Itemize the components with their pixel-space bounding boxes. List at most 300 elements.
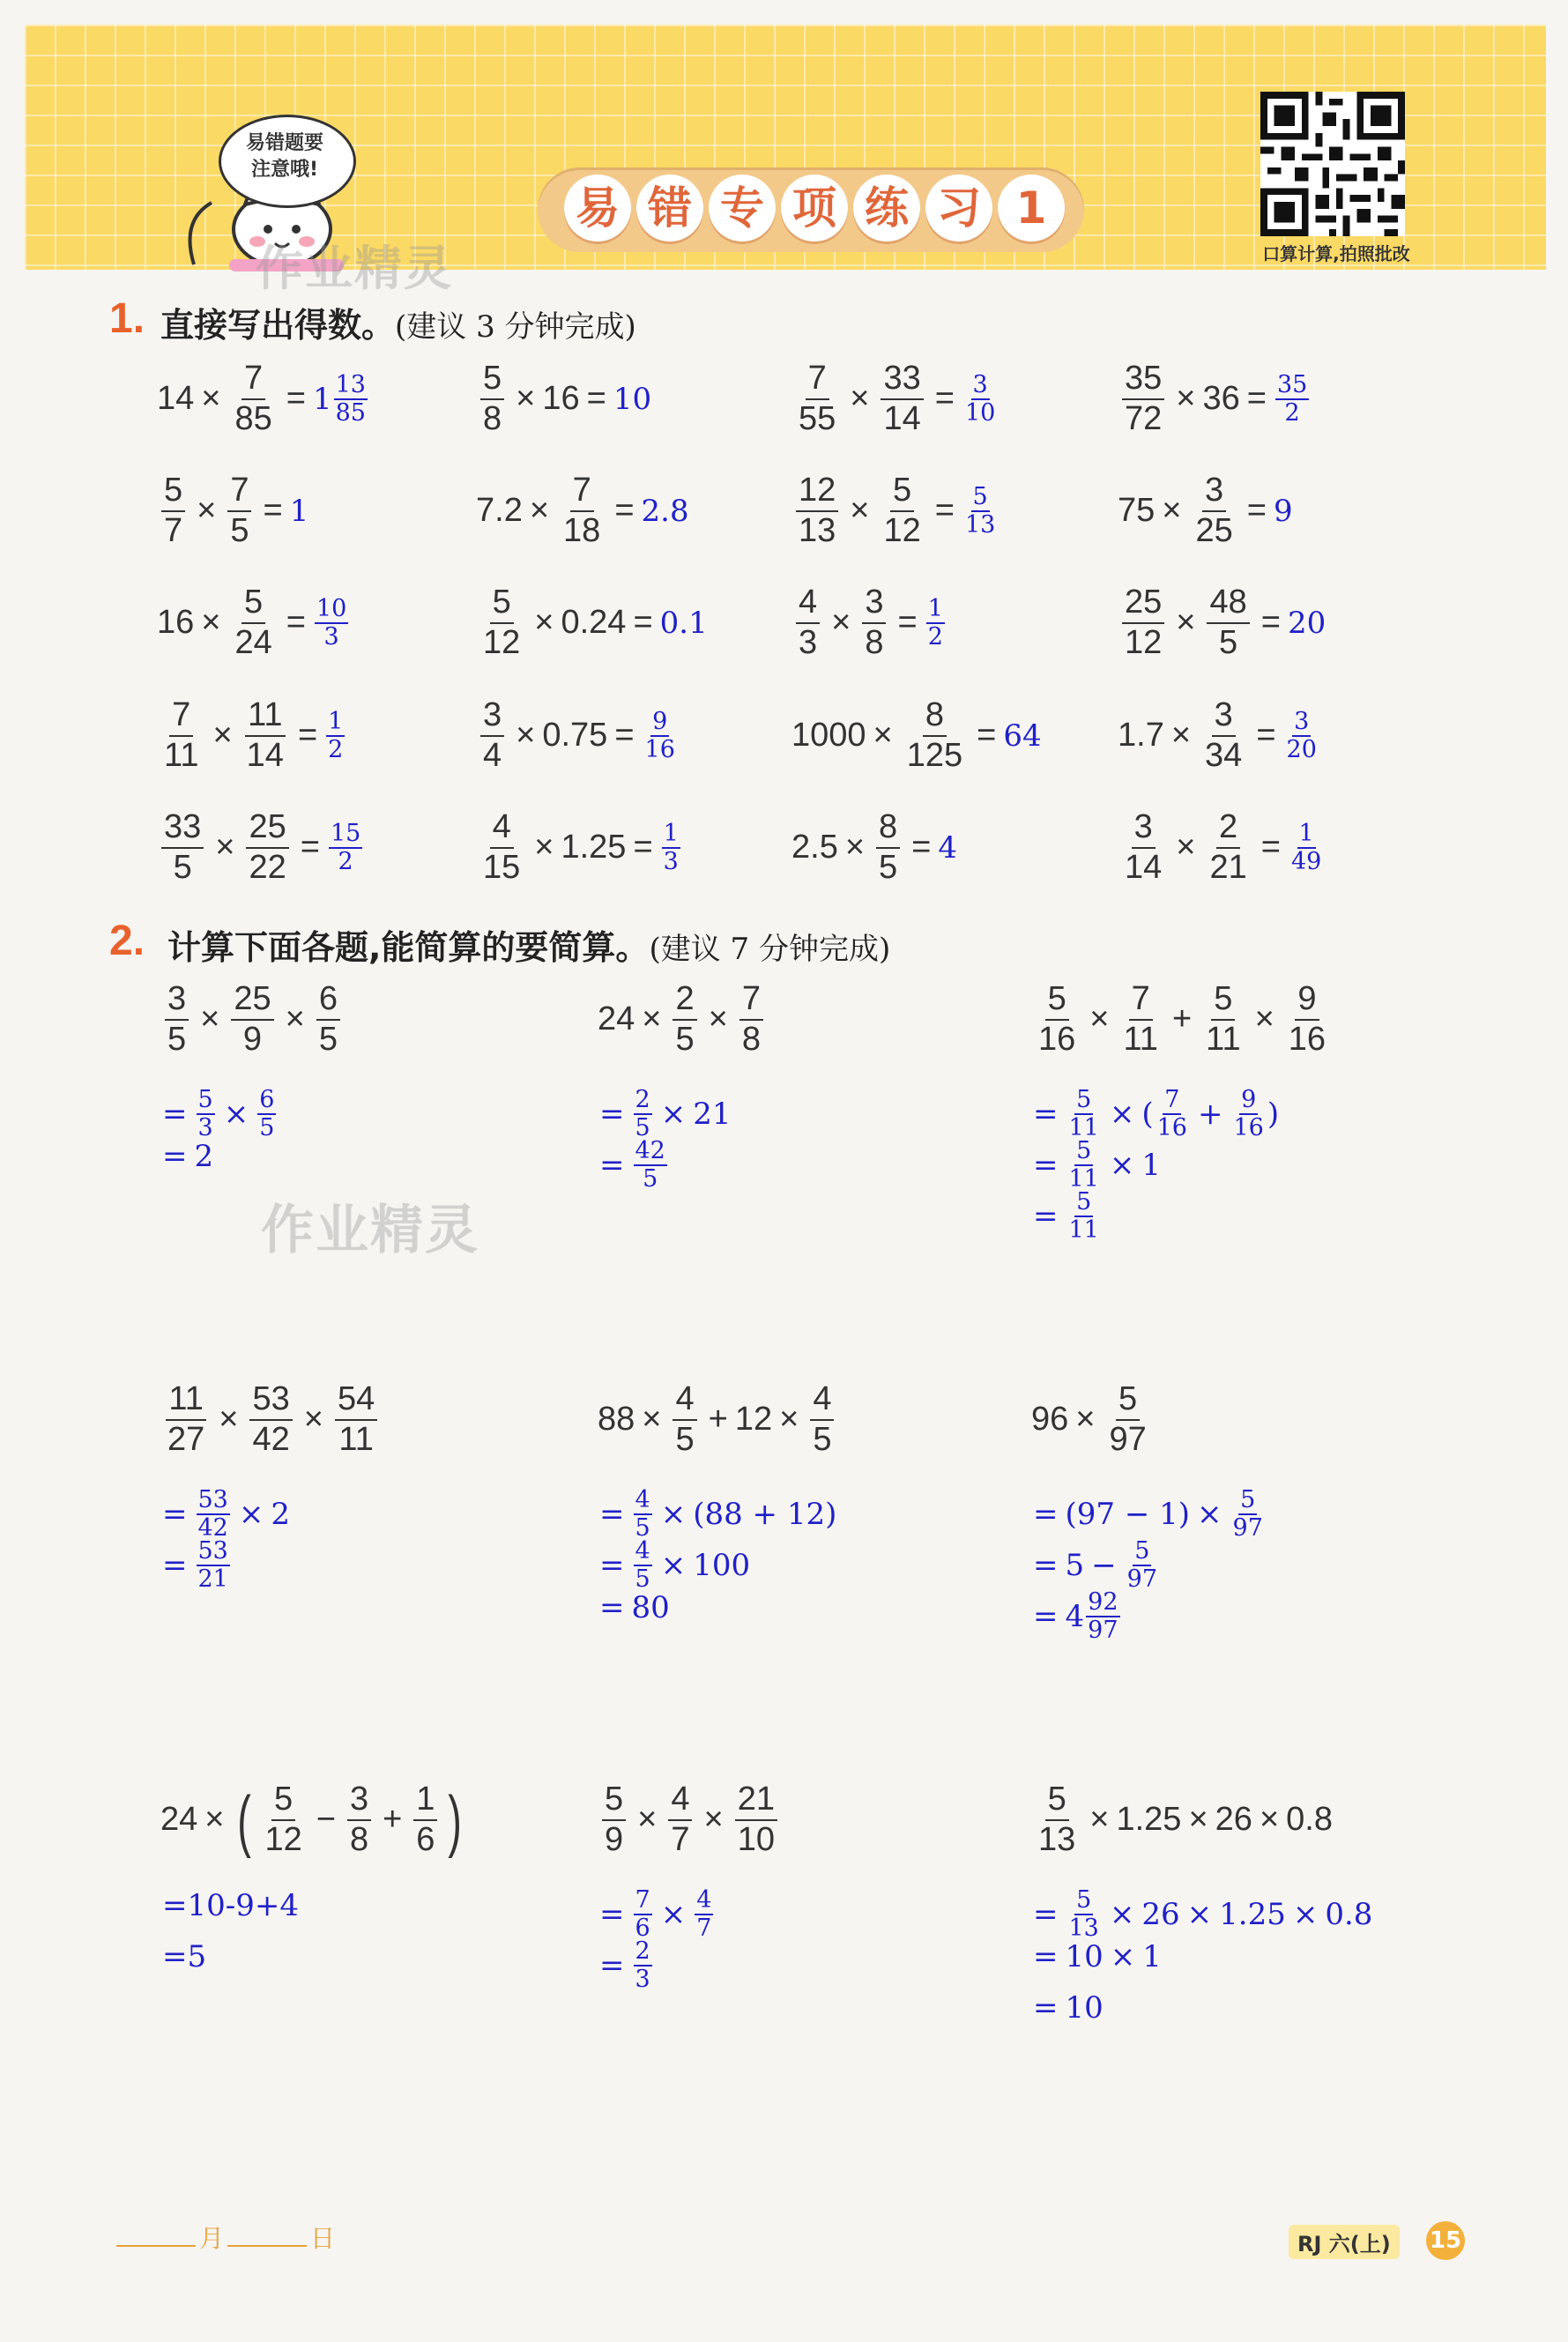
solution-step — [155, 1539, 232, 1593]
operator: = — [614, 717, 635, 755]
denominator: 10 — [737, 1820, 775, 1858]
denominator: 5 — [167, 1020, 187, 1058]
number: 100 — [693, 1548, 751, 1584]
fraction — [347, 1782, 371, 1858]
operator: × — [1254, 1000, 1274, 1038]
numerator: 3 — [1292, 710, 1311, 737]
operator: × — [1089, 1000, 1110, 1038]
denominator: 20 — [1286, 735, 1317, 763]
numerator: 4 — [668, 1782, 692, 1821]
fraction — [480, 810, 523, 886]
fraction — [634, 1488, 652, 1542]
handwritten-answer — [660, 819, 682, 875]
fraction — [335, 1382, 377, 1458]
operator: × — [1186, 1897, 1213, 1933]
numerator: 53 — [197, 1488, 230, 1515]
numerator: 4 — [634, 1488, 652, 1515]
numerator: 10 — [315, 597, 348, 624]
operator: × — [1176, 829, 1196, 866]
denominator: 97 — [1126, 1565, 1157, 1594]
numerator: 33 — [161, 810, 204, 849]
fraction — [904, 698, 965, 774]
exercise-item — [157, 361, 369, 437]
calculation-problem — [598, 982, 768, 1058]
speech-bubble-text — [236, 130, 333, 183]
numerator: 6 — [257, 1088, 276, 1115]
fraction — [1203, 982, 1243, 1058]
number: 16 — [157, 604, 195, 642]
numerator: 7 — [169, 698, 193, 737]
fraction — [165, 982, 189, 1058]
number: 2.5 — [791, 829, 838, 866]
fraction — [668, 1782, 692, 1858]
solution-step — [155, 1088, 278, 1141]
fraction — [326, 707, 345, 763]
watermark: 作业精灵 — [256, 241, 453, 296]
denominator: 12 — [1125, 623, 1163, 661]
operator: + — [1171, 1000, 1193, 1038]
denominator: 16 — [1288, 1020, 1326, 1058]
denominator: 3 — [323, 622, 339, 651]
solution-step — [592, 1088, 731, 1141]
numerator: 4 — [634, 1539, 652, 1566]
operator: × — [660, 1097, 687, 1133]
denominator: 2 — [1284, 398, 1300, 427]
numerator: 2 — [673, 982, 696, 1021]
fraction — [963, 482, 997, 539]
operator: = — [977, 717, 997, 755]
numerator: 53 — [197, 1539, 230, 1566]
title-char: 1 — [998, 175, 1065, 242]
operator: =5 — [162, 1939, 207, 1974]
exercise-item — [1118, 361, 1311, 437]
calculation-problem — [598, 1782, 782, 1858]
solution-step — [592, 1488, 836, 1542]
fraction — [1289, 819, 1323, 875]
numerator: 1 — [326, 710, 345, 737]
handwritten-answer — [324, 707, 346, 763]
title-char: 专 — [709, 175, 776, 242]
numerator: 5 — [242, 585, 265, 624]
denominator: 11 — [164, 736, 199, 774]
denominator: 11 — [1206, 1020, 1241, 1058]
operator: × — [1176, 604, 1196, 642]
operator: = — [1033, 1599, 1059, 1635]
operator: × — [201, 604, 221, 642]
fraction — [1122, 361, 1164, 437]
denominator: 22 — [249, 848, 286, 886]
number: 2 — [194, 1139, 214, 1174]
exercise-item — [476, 698, 679, 774]
calculation-problem — [160, 982, 345, 1058]
operator: = — [1246, 380, 1267, 418]
number: (88 + 12) — [693, 1497, 837, 1533]
number: 21 — [693, 1097, 732, 1133]
denominator: 2 — [338, 847, 353, 875]
numerator: 8 — [923, 698, 947, 737]
numerator: 2 — [1216, 810, 1240, 849]
denominator: 12 — [483, 623, 521, 661]
number: 26 — [1141, 1897, 1180, 1933]
denominator: 16 — [1156, 1114, 1187, 1142]
operator: × — [779, 1401, 799, 1439]
fraction — [926, 594, 945, 651]
qr-code-icon — [1260, 92, 1405, 236]
fraction — [1207, 810, 1249, 886]
denominator: 6 — [635, 1914, 650, 1943]
denominator: 25 — [1195, 511, 1233, 549]
numerator: 5 — [1045, 982, 1069, 1021]
operator: × — [642, 1401, 662, 1439]
denominator: 5 — [675, 1420, 695, 1458]
number: 24 — [160, 1801, 198, 1839]
handwritten-answer — [962, 370, 999, 427]
number: 5 — [1065, 1548, 1085, 1584]
exercise-item — [157, 585, 350, 661]
numerator: 33 — [881, 361, 923, 400]
numerator: 3 — [1212, 698, 1236, 737]
title-char: 项 — [781, 175, 848, 242]
number: 10 — [613, 381, 652, 417]
operator: = — [1256, 717, 1276, 755]
exercise-item — [1118, 698, 1320, 774]
handwritten-answer — [1288, 606, 1326, 641]
operator: × — [534, 829, 554, 866]
numerator: 5 — [480, 361, 504, 400]
fraction — [1156, 1088, 1189, 1141]
denominator: 12 — [883, 511, 921, 549]
denominator: 5 — [675, 1020, 695, 1058]
numerator: 5 — [971, 485, 990, 512]
operator: = — [599, 1148, 625, 1184]
fraction — [810, 1382, 834, 1458]
number: 1 — [1141, 1148, 1161, 1184]
handwritten-answer — [642, 494, 689, 529]
section-2-hint: (建议 7 分钟完成) — [649, 932, 891, 967]
parenthesis: ( — [237, 1781, 252, 1859]
fraction — [161, 698, 201, 774]
solution-step — [1026, 1939, 1162, 1974]
fraction — [673, 1382, 696, 1458]
fraction — [315, 594, 348, 651]
numerator: 5 — [490, 585, 514, 624]
numerator: 4 — [490, 810, 514, 849]
operator: × — [1188, 1801, 1208, 1839]
operator: × — [1259, 1801, 1280, 1839]
fraction — [165, 1382, 207, 1458]
operator: × — [223, 1097, 249, 1133]
fraction — [227, 473, 251, 549]
calculation-problem — [1031, 1382, 1154, 1458]
operator: = — [1260, 604, 1281, 642]
numerator: 13 — [334, 373, 368, 400]
numerator: 3 — [480, 698, 504, 737]
denominator: 13 — [964, 510, 996, 539]
denominator: 97 — [1109, 1420, 1147, 1458]
parenthesis: ) — [1267, 1097, 1280, 1133]
numerator: 11 — [166, 1382, 205, 1421]
fraction — [876, 810, 900, 886]
number: (97 − 1) — [1065, 1497, 1191, 1533]
fraction — [739, 982, 763, 1058]
numerator: 7 — [570, 473, 594, 512]
denominator: 9 — [242, 1020, 263, 1058]
operator: × — [201, 380, 221, 418]
fraction — [232, 361, 274, 437]
number: 64 — [1003, 717, 1042, 754]
numerator: 9 — [1295, 982, 1319, 1021]
operator: × — [1162, 492, 1182, 530]
denominator: 5 — [635, 1514, 650, 1543]
operator: × — [219, 1401, 239, 1439]
fraction — [634, 1888, 652, 1942]
fraction — [634, 1139, 667, 1193]
numerator: 3 — [971, 373, 990, 400]
operator: − — [316, 1801, 336, 1839]
day-blank[interactable] — [227, 2245, 307, 2247]
numerator: 35 — [1122, 361, 1164, 400]
operator: + — [708, 1401, 728, 1439]
section-1-number: 1. — [109, 295, 145, 342]
fraction — [735, 1782, 777, 1858]
day-label: 日 — [310, 2224, 336, 2253]
handwritten-answer — [938, 830, 957, 866]
solution-step — [592, 1888, 715, 1942]
denominator: 3 — [635, 1966, 650, 1994]
solution-step — [1026, 1539, 1161, 1593]
handwritten-answer — [1283, 707, 1320, 763]
fraction — [244, 698, 286, 774]
numerator: 54 — [335, 1382, 377, 1421]
handwritten-answer — [1003, 718, 1041, 754]
bubble-line-2: 注意哦! — [250, 159, 319, 181]
denominator: 7 — [164, 511, 183, 549]
numerator: 2 — [634, 1939, 652, 1967]
exercise-item — [157, 473, 308, 549]
denominator: 85 — [335, 398, 366, 427]
operator: = — [297, 717, 318, 755]
number: 1.25 — [1219, 1897, 1286, 1933]
denominator: 27 — [167, 1420, 205, 1458]
fraction — [231, 982, 273, 1058]
fraction — [643, 707, 677, 763]
solution-step — [155, 1139, 213, 1174]
numerator: 3 — [1132, 810, 1156, 849]
numerator: 5 — [1045, 1782, 1069, 1821]
number: 9 — [1273, 493, 1293, 529]
exercise-item — [791, 473, 999, 549]
numerator: 7 — [242, 361, 265, 400]
fraction — [862, 585, 886, 661]
denominator: 11 — [338, 1420, 374, 1458]
number: 26 — [1215, 1801, 1252, 1839]
number: 12 — [734, 1401, 773, 1439]
solution-step — [592, 1939, 654, 1993]
numerator: 48 — [1207, 585, 1249, 624]
section-1-title-text: 直接写出得数。 — [160, 306, 396, 345]
numerator: 1 — [662, 822, 680, 849]
operator: + — [383, 1801, 403, 1839]
operator: = — [1260, 829, 1281, 866]
handwritten-answer — [962, 482, 999, 539]
handwritten-answer — [312, 370, 369, 427]
numerator: 25 — [246, 810, 288, 849]
operator: = — [911, 829, 932, 866]
numerator: 92 — [1086, 1590, 1119, 1617]
number: 2.8 — [641, 493, 689, 529]
denominator: 5 — [230, 511, 249, 549]
number: 2 — [271, 1497, 290, 1533]
fraction — [232, 585, 274, 661]
operator: × — [703, 1801, 724, 1839]
denominator: 16 — [1233, 1114, 1264, 1142]
bubble-line-1: 易错题要 — [245, 132, 323, 154]
numerator: 35 — [1275, 373, 1309, 400]
operator: × — [1292, 1897, 1319, 1933]
exercise-item — [157, 698, 346, 774]
solution-step — [155, 1939, 213, 1974]
denominator: 7 — [671, 1820, 690, 1858]
fraction — [257, 1088, 276, 1141]
number: 0.8 — [1286, 1801, 1333, 1839]
section-2-number: 2. — [109, 918, 145, 964]
fraction — [480, 361, 504, 437]
denominator: 21 — [197, 1565, 228, 1594]
number: 10 — [1065, 1990, 1104, 2026]
handwritten-answer — [290, 494, 309, 529]
fraction — [796, 585, 820, 661]
fraction — [161, 810, 204, 886]
number: 1.25 — [561, 829, 627, 866]
denominator: 18 — [563, 511, 601, 549]
number: 0.24 — [561, 604, 627, 642]
numerator: 6 — [316, 982, 340, 1021]
number: 36 — [1202, 380, 1240, 418]
fraction — [1067, 1088, 1101, 1141]
operator: × — [1109, 1148, 1135, 1184]
qr-caption: 口算计算,拍照批改 — [1262, 243, 1410, 264]
operator: × — [708, 1000, 728, 1038]
number: 1.25 — [1116, 1801, 1182, 1839]
denominator: 5 — [635, 1565, 650, 1594]
denominator: 11 — [1068, 1165, 1099, 1193]
fraction — [662, 819, 680, 875]
denominator: 14 — [1125, 848, 1163, 886]
operator: = — [300, 829, 320, 866]
fraction — [1231, 1488, 1265, 1542]
title-char: 易 — [564, 175, 631, 242]
operator: × — [303, 1401, 323, 1439]
fraction — [1086, 1590, 1119, 1644]
fraction — [197, 1088, 215, 1141]
page-number: 15 — [1426, 2221, 1465, 2260]
number: 1 — [312, 381, 332, 417]
numerator: 9 — [650, 710, 669, 737]
denominator: 5 — [259, 1114, 275, 1142]
operator: = — [162, 1139, 188, 1174]
handwritten-answer — [660, 606, 708, 641]
denominator: 8 — [483, 399, 502, 437]
denominator: 11 — [1123, 1020, 1158, 1058]
number: 14 — [157, 380, 195, 418]
solution-step — [155, 1488, 290, 1542]
solution-step — [1026, 1088, 1279, 1141]
number: 4 — [1065, 1599, 1085, 1635]
number: 7.2 — [476, 492, 523, 530]
exercise-item — [476, 361, 651, 437]
fraction — [796, 361, 838, 437]
operator: = — [934, 380, 955, 418]
fraction — [1286, 982, 1328, 1058]
number: 1000 — [791, 717, 866, 755]
operator: × — [529, 492, 550, 530]
fraction — [197, 1488, 230, 1542]
solution-step — [592, 1590, 670, 1625]
fraction — [1275, 370, 1309, 427]
operator: × — [534, 604, 554, 642]
solution-step — [1026, 1139, 1161, 1193]
number: 1 — [289, 493, 309, 529]
denominator: 5 — [643, 1165, 658, 1193]
fraction — [1122, 810, 1164, 886]
numerator: 5 — [1211, 982, 1235, 1021]
numerator: 7 — [806, 361, 829, 400]
numerator: 2 — [634, 1088, 652, 1115]
operator: × — [642, 1000, 662, 1038]
denominator: 14 — [883, 399, 921, 437]
operator: × — [516, 717, 536, 755]
fraction — [246, 810, 288, 886]
numerator: 4 — [673, 1382, 696, 1421]
handwritten-answer — [327, 819, 364, 875]
operator: = — [162, 1097, 188, 1133]
denominator: 21 — [1209, 848, 1247, 886]
numerator: 15 — [329, 822, 362, 849]
fraction — [1193, 473, 1235, 549]
fraction — [1122, 585, 1164, 661]
calculation-problem — [160, 1382, 382, 1458]
operator: = — [1033, 1497, 1059, 1533]
denominator: 11 — [1068, 1216, 1099, 1245]
solution-step — [1026, 1190, 1103, 1244]
denominator: 8 — [865, 623, 884, 661]
numerator: 7 — [1129, 982, 1153, 1021]
month-blank[interactable] — [116, 2245, 196, 2247]
denominator: 5 — [813, 1420, 832, 1458]
fraction — [1067, 1139, 1101, 1193]
fraction — [1036, 982, 1078, 1058]
exercise-item — [157, 810, 364, 886]
numerator: 53 — [249, 1382, 292, 1421]
section-2-title-text: 计算下面各题,能简算的要简算。 — [167, 928, 650, 967]
numerator: 3 — [165, 982, 189, 1021]
operator: = — [162, 1548, 188, 1584]
fraction — [1067, 1190, 1101, 1244]
fraction — [1067, 1888, 1101, 1942]
fraction — [1120, 982, 1160, 1058]
numerator: 25 — [231, 982, 273, 1021]
month-label: 月 — [199, 2224, 225, 2253]
exercise-item — [1118, 473, 1293, 549]
operator: × — [1109, 1897, 1135, 1933]
fraction — [695, 1888, 713, 1942]
denominator: 125 — [906, 736, 963, 774]
operator: = — [1033, 1199, 1059, 1235]
number: 0.8 — [1325, 1897, 1373, 1933]
numerator: 7 — [1163, 1088, 1181, 1115]
fraction — [634, 1088, 652, 1141]
operator: = — [1033, 1939, 1059, 1974]
